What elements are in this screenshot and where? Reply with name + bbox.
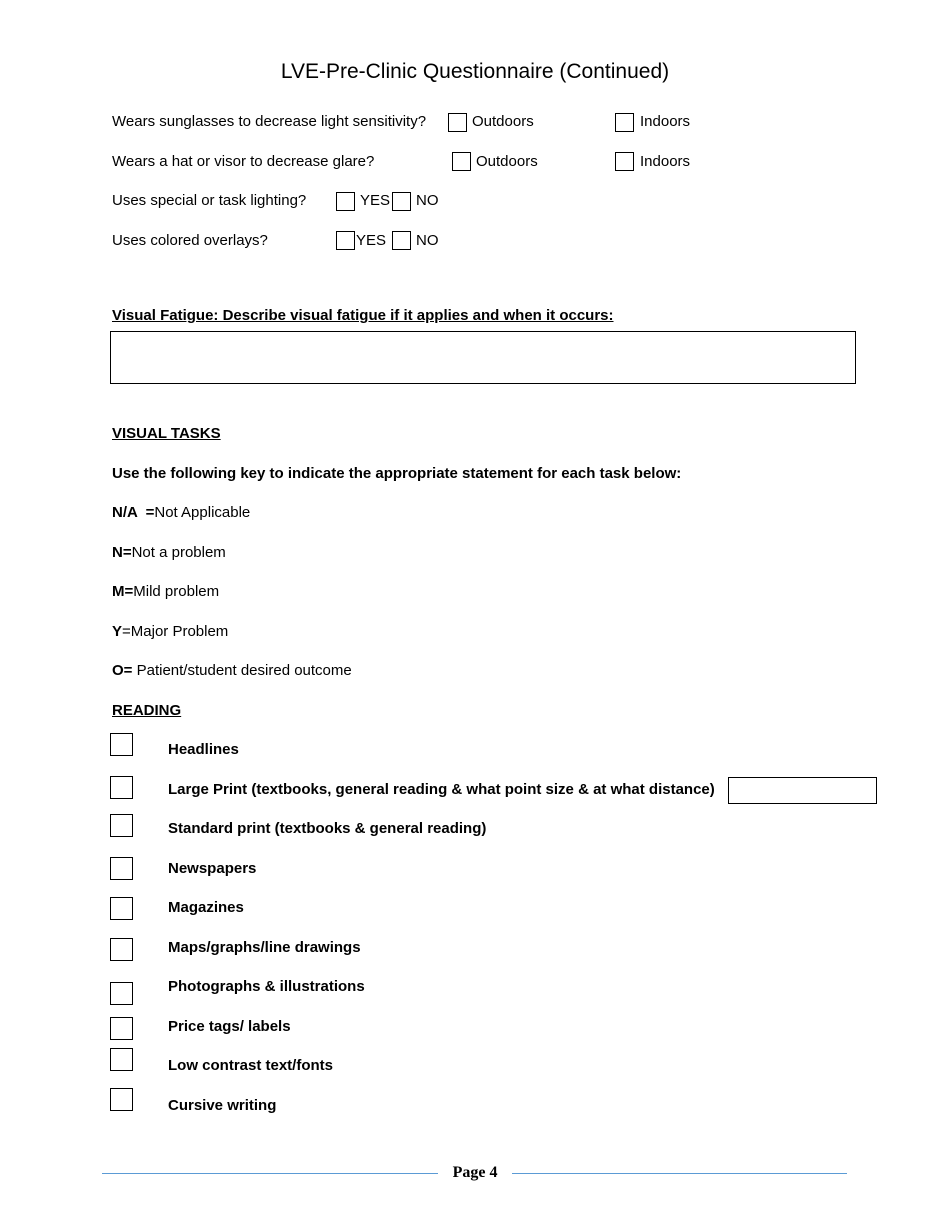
overlays-yes-checkbox[interactable] (336, 231, 355, 250)
key-item-o: O= Patient/student desired outcome (112, 662, 352, 679)
reading-item-maps-graphs: Maps/graphs/line drawings (168, 939, 361, 956)
reading-item-photographs: Photographs & illustrations (168, 978, 365, 995)
reading-item-low-contrast: Low contrast text/fonts (168, 1057, 334, 1074)
question-task-lighting: Uses special or task lighting? (112, 192, 307, 209)
task-lighting-yes-label: YES (360, 192, 391, 209)
headlines-checkbox[interactable] (110, 733, 133, 756)
cursive-checkbox[interactable] (110, 1088, 133, 1111)
overlays-yes-label: YES (356, 232, 387, 249)
hat-outdoors-label: Outdoors (476, 153, 538, 170)
sunglasses-outdoors-label: Outdoors (472, 113, 534, 130)
reading-item-cursive: Cursive writing (168, 1097, 277, 1114)
question-hat-visor: Wears a hat or visor to decrease glare? (112, 153, 375, 170)
page-number: Page 4 (452, 1164, 498, 1181)
task-lighting-yes-checkbox[interactable] (336, 192, 355, 211)
reading-item-large-print: Large Print (textbooks, general reading & what point size & at what distance) (168, 781, 715, 798)
reading-item-headlines: Headlines (168, 741, 239, 758)
price-tags-checkbox[interactable] (110, 1017, 133, 1040)
reading-heading: READING (112, 702, 182, 719)
visual-tasks-instruction: Use the following key to indicate the appropriate statement for each task below: (112, 465, 682, 482)
visual-fatigue-textbox[interactable] (110, 331, 856, 384)
key-item-n: N=Not a problem (112, 544, 226, 561)
large-print-checkbox[interactable] (110, 776, 133, 799)
low-contrast-checkbox[interactable] (110, 1048, 133, 1071)
key-item-m: M=Mild problem (112, 583, 220, 600)
sunglasses-indoors-checkbox[interactable] (615, 113, 634, 132)
task-lighting-no-label: NO (416, 192, 439, 209)
task-lighting-no-checkbox[interactable] (392, 192, 411, 211)
visual-tasks-heading: VISUAL TASKS (112, 425, 221, 442)
hat-indoors-checkbox[interactable] (615, 152, 634, 171)
reading-item-newspapers: Newspapers (168, 860, 257, 877)
overlays-no-label: NO (416, 232, 439, 249)
visual-fatigue-label: Visual Fatigue: Describe visual fatigue if it applies and when it occurs: (112, 307, 614, 324)
sunglasses-outdoors-checkbox[interactable] (448, 113, 467, 132)
reading-item-standard-print: Standard print (textbooks & general reading) (168, 820, 487, 837)
key-item-y: Y=Major Problem (112, 623, 229, 640)
photographs-checkbox[interactable] (110, 982, 133, 1005)
maps-graphs-checkbox[interactable] (110, 938, 133, 961)
newspapers-checkbox[interactable] (110, 857, 133, 880)
hat-outdoors-checkbox[interactable] (452, 152, 471, 171)
standard-print-checkbox[interactable] (110, 814, 133, 837)
footer-rule-left (102, 1173, 438, 1174)
hat-indoors-label: Indoors (640, 153, 691, 170)
question-colored-overlays: Uses colored overlays? (112, 232, 268, 249)
reading-item-price-tags: Price tags/ labels (168, 1018, 291, 1035)
overlays-no-checkbox[interactable] (392, 231, 411, 250)
question-sunglasses: Wears sunglasses to decrease light sensitivity? (112, 113, 427, 130)
key-item-na: N/A =Not Applicable (112, 504, 251, 521)
footer-rule-right (512, 1173, 847, 1174)
large-print-detail-input[interactable] (728, 777, 877, 804)
page-title: LVE-Pre-Clinic Questionnaire (Continued) (280, 60, 670, 83)
magazines-checkbox[interactable] (110, 897, 133, 920)
reading-item-magazines: Magazines (168, 899, 244, 916)
sunglasses-indoors-label: Indoors (640, 113, 691, 130)
